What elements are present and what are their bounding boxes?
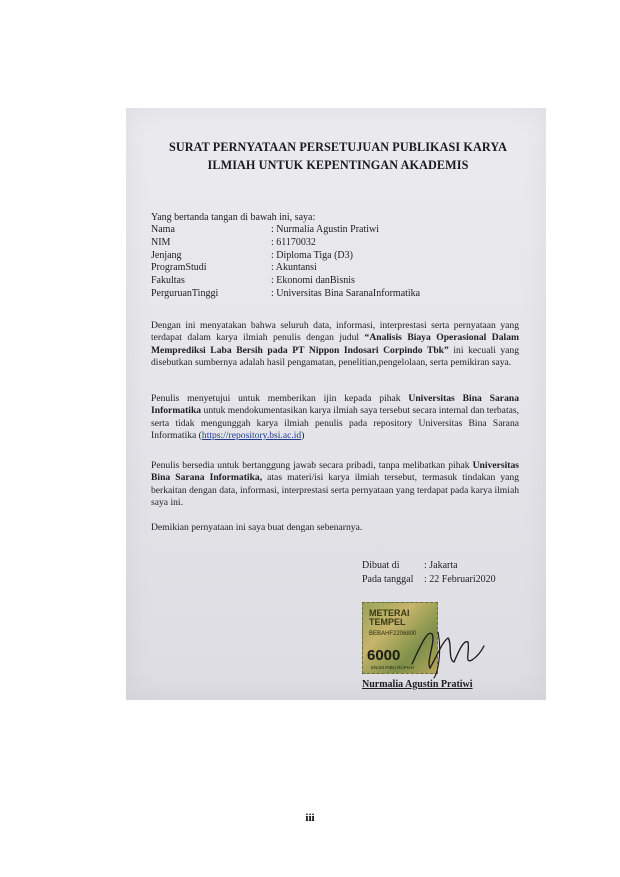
field-value: : Ekonomi danBisnis	[271, 275, 355, 287]
date-label: Pada tanggal	[362, 573, 414, 585]
field-label: NIM	[151, 236, 171, 248]
paragraph-text: Penulis menyetujui untuk memberikan ijin kepada pihak	[151, 393, 409, 404]
field-label: Nama	[151, 224, 175, 235]
field-row-nim	[151, 237, 541, 250]
field-row-fakultas	[151, 275, 541, 288]
field-label: ProgramStudi	[151, 262, 207, 274]
place-label: Dibuat di	[362, 560, 400, 571]
place-value: : Jakarta	[424, 560, 458, 571]
paragraph-closing: Demikian pernyataan ini saya buat dengan sebenarnya.	[151, 522, 363, 533]
title-line-1: SURAT PERNYATAAN PERSETUJUAN PUBLIKASI KARYA	[168, 140, 508, 154]
field-row-perguruan-tinggi	[151, 288, 541, 301]
paragraph-text: ini kecuali yang disebutkan sumbernya adalah hasil pengamatan, penelitian,pengelolaan, serta pemikiran saya.	[151, 344, 519, 369]
paragraph-declaration	[151, 320, 519, 370]
signer-name: Nurmalia Agustin Pratiwi	[362, 679, 473, 690]
date-value: : 22 Februari2020	[424, 573, 496, 585]
field-value: : Nurmalia Agustin Pratiwi	[271, 224, 380, 235]
paragraph-permission	[151, 393, 519, 443]
place-date-block	[362, 559, 496, 586]
identity-fields	[151, 224, 541, 301]
field-value: : Akuntansi	[271, 262, 317, 274]
field-row-nama	[151, 224, 541, 237]
paragraph-text: Dengan ini menyatakan bahwa seluruh data, informasi, interprestasi serta pernyataan yang terdapat dalam karya ilmiah penulis dengan judul	[151, 320, 519, 344]
paragraph-text: untuk mendokumentasikan karya ilmiah saya tersebut secara internal dan terbatas, serta tidak mengunggah karya ilmiah penulis pada repository Universitas Bina Sarana Informatika (	[151, 405, 519, 442]
document-title	[144, 138, 532, 174]
stamp-line-1: METERAI	[369, 608, 410, 618]
paragraph-text: atas materi/isi karya ilmiah tersebut, termasuk tindakan yang berkaitan dengan data, informasi, interprestasi serta pernyataan yang terdapat pada karya ilmiah saya ini.	[151, 472, 519, 509]
paragraph-text: Penulis bersedia untuk bertanggung jawab secara pribadi, tanpa melibatkan pihak	[151, 460, 473, 471]
page-number: iii	[305, 812, 315, 824]
field-row-jenjang	[151, 250, 541, 263]
stamp-serial: BEBAHF2206800	[369, 631, 417, 637]
title-line-2: ILMIAH UNTUK KEPENTINGAN AKADEMIS	[207, 158, 469, 172]
university-name: Universitas Bina Sarana Informatika,	[151, 460, 519, 484]
field-value: : Universitas Bina SaranaInformatika	[271, 287, 421, 299]
stamp-title	[369, 609, 410, 627]
repository-link[interactable]: https://repository.bsi.ac.id	[201, 430, 302, 442]
field-row-program-studi	[151, 262, 541, 275]
paragraph-text: )	[301, 430, 305, 442]
field-label: Jenjang	[151, 249, 182, 261]
university-name: Universitas Bina Sarana Informatika	[151, 393, 519, 417]
field-value: : Diploma Tiga (D3)	[271, 249, 353, 261]
scanned-document-photo	[126, 108, 546, 700]
paragraph-responsibility	[151, 460, 519, 510]
stamp-amount: 6000	[367, 647, 401, 664]
date-row	[362, 573, 496, 587]
place-row	[362, 559, 496, 573]
handwritten-signature	[408, 612, 488, 682]
field-value: : 61170032	[271, 236, 316, 248]
field-label: Fakultas	[151, 275, 185, 287]
stamp-caption: ENAM RIBU RUPIAH	[371, 665, 415, 670]
intro-text: Yang bertanda tangan di bawah ini, saya:	[151, 212, 316, 223]
field-label: PerguruanTinggi	[151, 287, 219, 299]
stamp-line-2: TEMPEL	[369, 617, 406, 627]
thesis-title: “Analisis Biaya Operasional Dalam Memprediksi Laba Bersih pada PT Nippon Indosari Corpindo Tbk”	[151, 332, 519, 356]
